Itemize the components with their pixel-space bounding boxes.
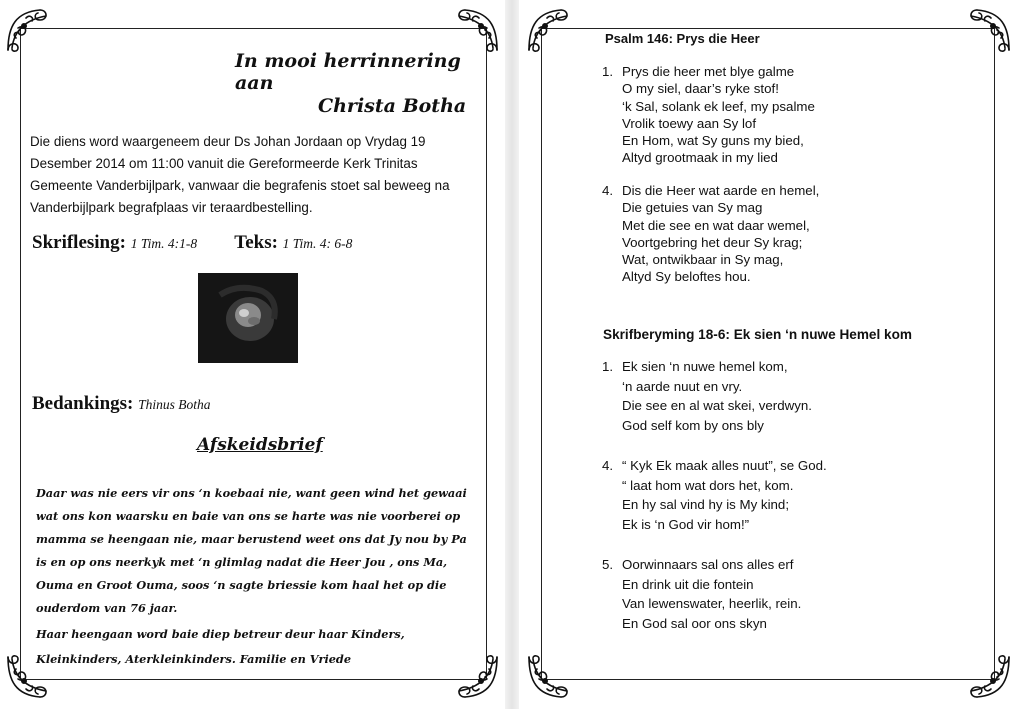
farewell-title: Afskeidsbrief <box>197 435 323 455</box>
verse-line: En God sal oor ons skyn <box>622 616 767 632</box>
verse-line: O my siel, daar’s ryke stof! <box>622 81 779 97</box>
verse-number: 1. <box>602 359 614 374</box>
readings-line <box>32 232 352 254</box>
bedankings-name: Thinus Botha <box>138 397 211 412</box>
verse-line: Die see en al wat skei, verdwyn. <box>622 398 812 414</box>
verse-number: 4. <box>602 183 614 198</box>
verse-line: Altyd grootmaak in my lied <box>622 150 778 166</box>
skrifberyming-verse <box>602 555 982 637</box>
verse-line: Van lewenswater, heerlik, rein. <box>622 596 802 612</box>
bedankings-label: Bedankings: <box>32 393 134 414</box>
skrifberyming-verse <box>602 456 982 538</box>
deceased-name: Christa Botha <box>318 95 467 117</box>
verse-line: ‘k Sal, solank ek leef, my psalme <box>622 98 815 114</box>
psalm-verse <box>602 182 982 292</box>
mourners-note: Haar heengaan word baie diep betreur deur haar Kinders, Kleinkinders, Aterkleinkinders. Familie en Vriede <box>36 627 405 666</box>
verse-line: Met die see en wat daar wemel, <box>622 217 810 233</box>
psalm-verse <box>602 63 982 173</box>
service-details: Die diens word waargeneem deur Ds Johan Jordaan op Vrydag 19 Desember 2014 om 11:00 vanuit die Gereformeerde Kerk Trinitas Gemeente Vanderbijlpark, vanwaar die begrafenis stoet sal beweeg na Vanderbijlpark begrafplaas vir teraardbestelling. <box>30 134 450 215</box>
corner-ornament-icon <box>523 4 571 52</box>
page-fold <box>505 0 519 709</box>
verse-line: Die getuies van Sy mag <box>622 200 763 216</box>
corner-ornament-icon <box>2 4 50 52</box>
verse-number: 1. <box>602 64 614 79</box>
corner-ornament-icon <box>967 655 1015 703</box>
teks-ref: 1 Tim. 4: 6-8 <box>282 236 353 251</box>
verse-line: Voortgebring het deur Sy krag; <box>622 234 803 250</box>
verse-line: Altyd Sy beloftes hou. <box>622 269 751 285</box>
skrifberyming-title: Skrifberyming 18-6: Ek sien ‘n nuwe Hemel kom <box>603 327 912 342</box>
skriflesing-label: Skriflesing: <box>32 232 126 253</box>
verse-line: ‘n aarde nuut en vry. <box>622 378 743 394</box>
verse-line: Dis die Heer wat aarde en hemel, <box>622 183 820 198</box>
skrifberyming-verse <box>602 357 982 439</box>
verse-line: En drink uit die fontein <box>622 576 754 592</box>
teks-label: Teks: <box>234 232 278 253</box>
verse-number: 4. <box>602 458 614 473</box>
verse-number: 5. <box>602 557 614 572</box>
verse-line: Vrolik toewy aan Sy lof <box>622 115 757 131</box>
bedankings-line <box>32 393 211 415</box>
skriflesing-ref: 1 Tim. 4:1-8 <box>130 236 198 251</box>
corner-ornament-icon <box>455 4 503 52</box>
verse-line: “ Kyk Ek maak alles nuut”, se God. <box>622 458 827 473</box>
verse-line: Oorwinnaars sal ons alles erf <box>622 557 794 572</box>
verse-line: Ek is ‘n God vir hom!” <box>622 517 750 533</box>
verse-line: En Hom, wat Sy guns my bied, <box>622 133 804 149</box>
right-page <box>519 0 1024 709</box>
corner-ornament-icon <box>523 655 571 703</box>
psalm-title: Psalm 146: Prys die Heer <box>605 31 760 46</box>
left-page <box>0 0 505 709</box>
farewell-letter: Daar was nie eers vir ons ‘n koebaai nie, want geen wind het gewaai wat ons kon waarsku en baie van ons se harte was nie voorberei op mamma se heengaan nie, maar berustend weet ons dat Jy nou by Pa is en op ons neerkyk met ‘n glimlag nadat die Heer Jou , ons Ma, Ouma en Groot Ouma, soos ‘n sagte briessie kom haal het op die ouderdom van 76 jaar. <box>36 486 467 615</box>
verse-line: En hy sal vind hy is My kind; <box>622 497 790 513</box>
verse-line: God self kom by ons bly <box>622 418 764 434</box>
memorial-heading: In mooi herrinnering aan <box>235 50 461 94</box>
corner-ornament-icon <box>967 4 1015 52</box>
verse-line: “ laat hom wat dors het, kom. <box>622 477 794 493</box>
portrait-photo <box>198 273 298 363</box>
verse-line: Ek sien ‘n nuwe hemel kom, <box>622 359 788 374</box>
verse-line: Wat, ontwikbaar in Sy mag, <box>622 252 784 268</box>
verse-line: Prys die heer met blye galme <box>622 64 795 79</box>
